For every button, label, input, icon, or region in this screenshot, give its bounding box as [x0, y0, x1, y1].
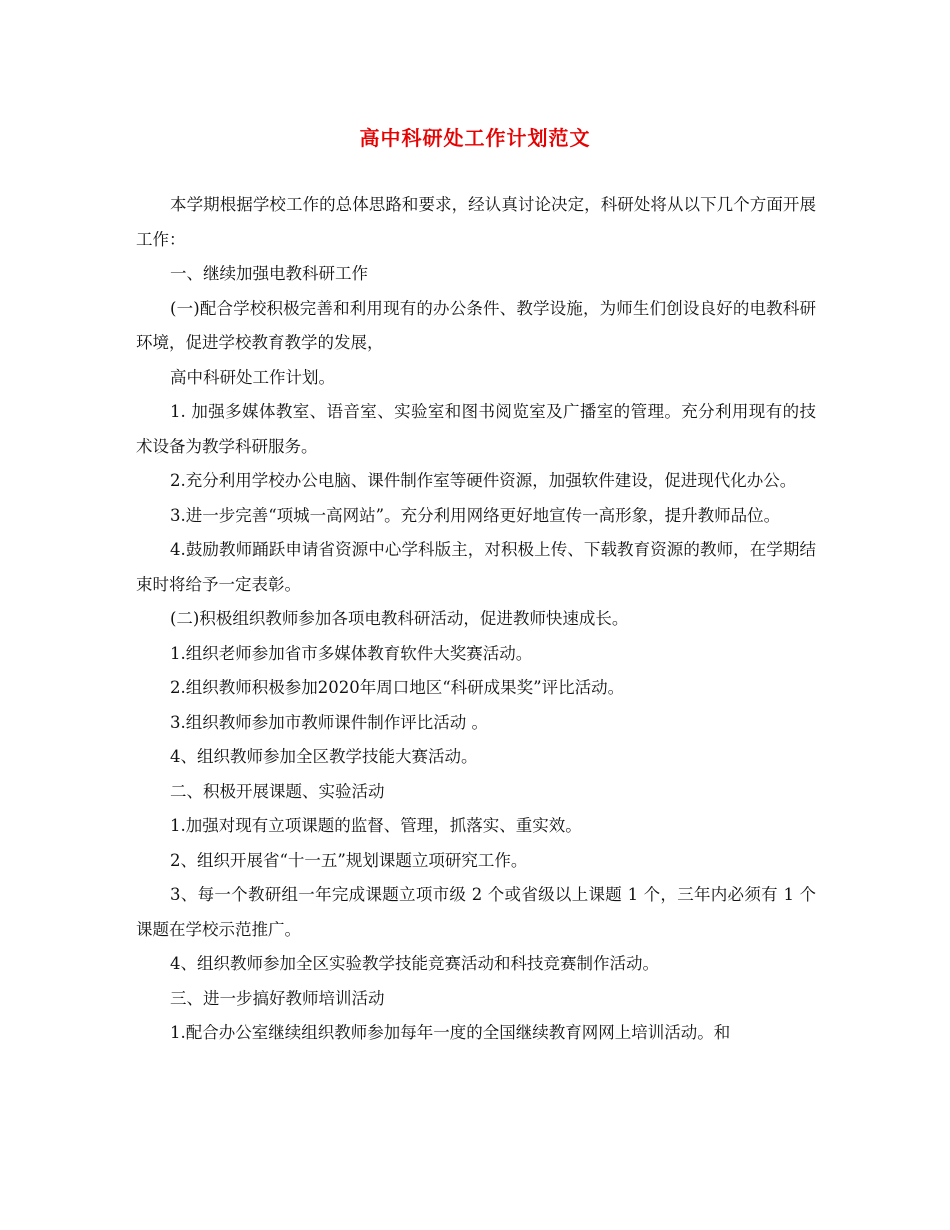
- section-heading: 二、积极开展课题、实验活动: [170, 781, 385, 801]
- list-item: 3.组织教师参加市教师课件制作评比活动 。: [170, 712, 488, 732]
- document-body: [136, 188, 816, 1051]
- list-item: 1.组织老师参加省市多媒体教育软件大奖赛活动。: [170, 643, 533, 663]
- list-item: 2、组织开展省“十一五”规划课题立项研究工作。: [170, 850, 528, 870]
- subsection-heading: (二)积极组织教师参加各项电教科研活动，促进教师快速成长。: [170, 609, 629, 628]
- list-item: 4、组织教师参加全区教学技能大赛活动。: [170, 747, 478, 766]
- paragraph: 本学期根据学校工作的总体思路和要求，经认真讨论决定，科研处将从以下几个方面开展工作：: [136, 195, 816, 249]
- paragraph: (一)配合学校积极完善和利用现有的办公条件、教学设施，为师生们创设良好的电教科研环境，促进学校教育教学的发展，: [136, 298, 816, 352]
- paragraph: 高中科研处工作计划。: [170, 367, 335, 387]
- list-item: 1.加强对现有立项课题的监督、管理，抓落实、重实效。: [170, 816, 582, 835]
- list-item: 2.充分利用学校办公电脑、课件制作室等硬件资源，加强软件建设，促进现代化办公。: [170, 471, 797, 490]
- document-title: 高中科研处工作计划范文: [359, 126, 591, 150]
- list-item: 3、每一个教研组一年完成课题立项市级 2 个或省级以上课题 1 个，三年内必须有 1 个课题在学校示范推广。: [136, 885, 816, 939]
- list-item: 4、组织教师参加全区实验教学技能竞赛活动和科技竞赛制作活动。: [170, 954, 659, 973]
- list-item: 1.配合办公室继续组织教师参加每年一度的全国继续教育网网上培训活动。和: [170, 1023, 731, 1042]
- section-heading: 一、继续加强电教科研工作: [170, 264, 368, 283]
- section-heading: 三、进一步搞好教师培训活动: [170, 988, 385, 1008]
- list-item: 2.组织教师积极参加2020年周口地区“科研成果奖”评比活动。: [170, 678, 625, 697]
- list-item: 3.进一步完善“项城一高网站”。充分利用网络更好地宣传一高形象，提升教师品位。: [170, 505, 781, 525]
- list-item: 1. 加强多媒体教室、语音室、实验室和图书阅览室及广播室的管理。充分利用现有的技术设备为教学科研服务。: [136, 402, 816, 456]
- list-item: 4.鼓励教师踊跃申请省资源中心学科版主，对积极上传、下载教育资源的教师，在学期结束时将给予一定表彰。: [136, 540, 816, 594]
